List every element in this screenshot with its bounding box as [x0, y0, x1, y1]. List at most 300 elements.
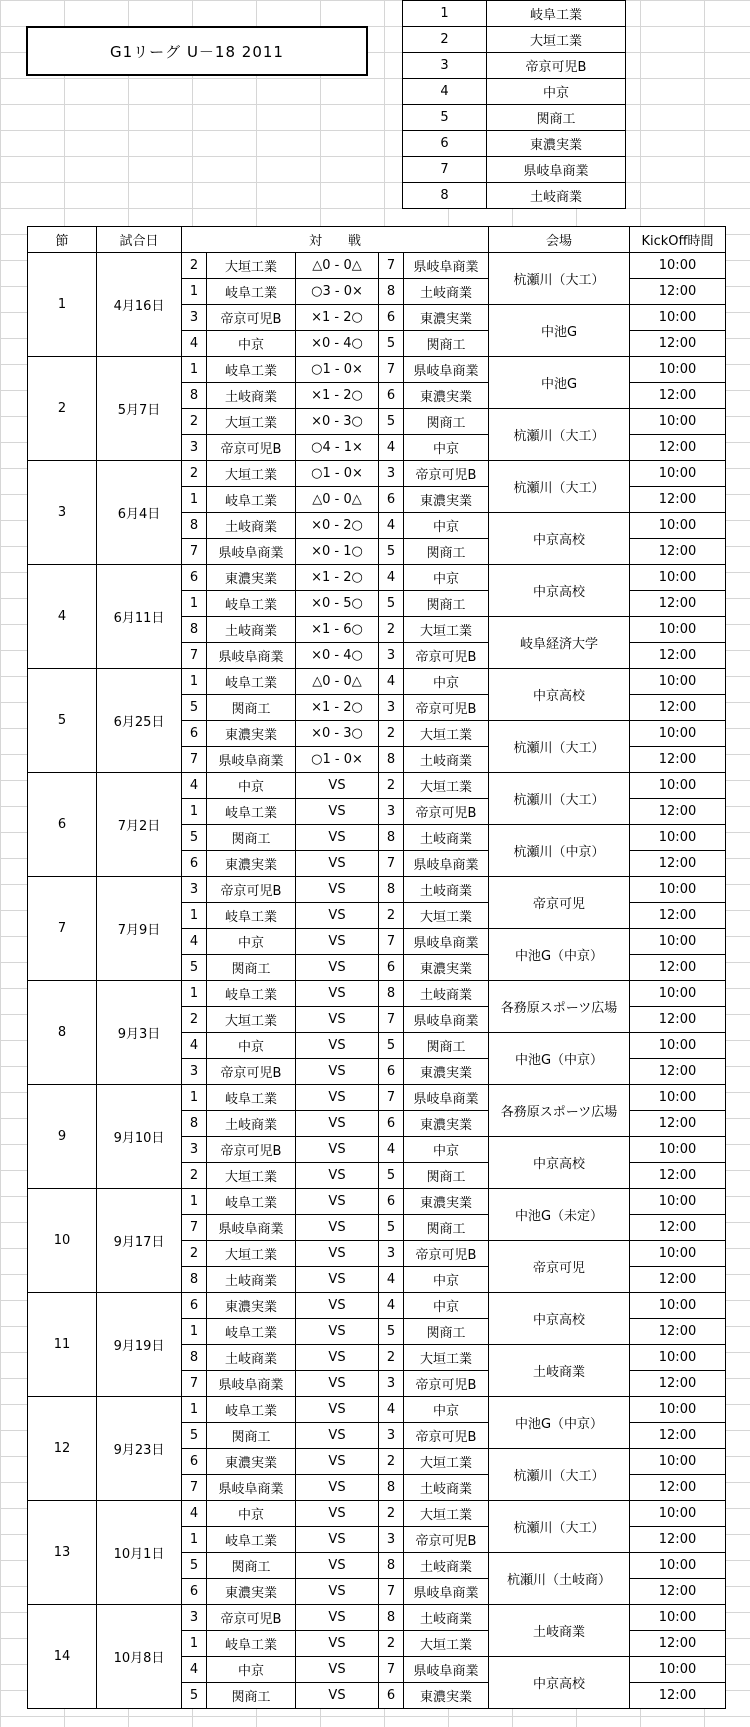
kickoff-time: 10:00 [630, 617, 726, 643]
header-match: 対 戦 [182, 227, 489, 253]
away-team: 土岐商業 [404, 279, 489, 305]
away-team-number: 5 [379, 409, 404, 435]
away-team: 中京 [404, 1293, 489, 1319]
home-team-number: 5 [182, 825, 207, 851]
home-team: 東濃実業 [207, 1293, 296, 1319]
match-score: VS [296, 1163, 379, 1189]
away-team: 県岐阜商業 [404, 253, 489, 279]
away-team: 帝京可児B [404, 799, 489, 825]
match-date: 9月23日 [97, 1397, 182, 1501]
match-score: ○1 - 0× [296, 357, 379, 383]
kickoff-time: 12:00 [630, 1267, 726, 1293]
away-team: 大垣工業 [404, 721, 489, 747]
home-team-number: 8 [182, 617, 207, 643]
home-team: 土岐商業 [207, 513, 296, 539]
home-team: 東濃実業 [207, 1449, 296, 1475]
home-team-number: 8 [182, 513, 207, 539]
match-date: 7月9日 [97, 877, 182, 981]
team-number: 3 [403, 53, 487, 79]
team-number: 7 [403, 157, 487, 183]
home-team: 岐阜工業 [207, 1319, 296, 1345]
home-team: 岐阜工業 [207, 1527, 296, 1553]
away-team-number: 6 [379, 383, 404, 409]
home-team-number: 6 [182, 1579, 207, 1605]
match-row [28, 1501, 726, 1527]
team-name: 大垣工業 [487, 27, 626, 53]
home-team-number: 4 [182, 1657, 207, 1683]
away-team: 土岐商業 [404, 877, 489, 903]
home-team: 大垣工業 [207, 253, 296, 279]
home-team-number: 1 [182, 903, 207, 929]
kickoff-time: 12:00 [630, 1579, 726, 1605]
match-score: ×0 - 5○ [296, 591, 379, 617]
home-team-number: 1 [182, 981, 207, 1007]
match-score: VS [296, 773, 379, 799]
venue: 帝京可児 [489, 877, 630, 929]
home-team-number: 7 [182, 643, 207, 669]
home-team-number: 6 [182, 1293, 207, 1319]
match-score: VS [296, 1293, 379, 1319]
home-team-number: 2 [182, 1163, 207, 1189]
away-team-number: 6 [379, 1683, 404, 1709]
away-team-number: 6 [379, 1111, 404, 1137]
away-team-number: 7 [379, 253, 404, 279]
match-score: VS [296, 1007, 379, 1033]
venue: 中池G（中京） [489, 929, 630, 981]
home-team-number: 4 [182, 773, 207, 799]
match-row [28, 253, 726, 279]
team-row [403, 27, 626, 53]
home-team: 関商工 [207, 1423, 296, 1449]
away-team: 大垣工業 [404, 1449, 489, 1475]
home-team: 岐阜工業 [207, 1085, 296, 1111]
match-row [28, 565, 726, 591]
away-team: 関商工 [404, 331, 489, 357]
match-score: VS [296, 1215, 379, 1241]
away-team-number: 6 [379, 487, 404, 513]
kickoff-time: 12:00 [630, 435, 726, 461]
away-team-number: 2 [379, 1501, 404, 1527]
home-team: 大垣工業 [207, 461, 296, 487]
home-team-number: 6 [182, 1449, 207, 1475]
away-team-number: 3 [379, 799, 404, 825]
home-team-number: 4 [182, 1501, 207, 1527]
home-team-number: 2 [182, 1241, 207, 1267]
home-team: 土岐商業 [207, 1111, 296, 1137]
home-team: 土岐商業 [207, 1267, 296, 1293]
home-team: 土岐商業 [207, 383, 296, 409]
home-team-number: 5 [182, 695, 207, 721]
home-team: 関商工 [207, 1553, 296, 1579]
home-team-number: 5 [182, 1553, 207, 1579]
kickoff-time: 12:00 [630, 1423, 726, 1449]
match-score: ○4 - 1× [296, 435, 379, 461]
home-team: 中京 [207, 331, 296, 357]
home-team: 岐阜工業 [207, 981, 296, 1007]
away-team: 関商工 [404, 539, 489, 565]
home-team: 東濃実業 [207, 851, 296, 877]
kickoff-time: 12:00 [630, 1163, 726, 1189]
away-team: 大垣工業 [404, 903, 489, 929]
match-date: 9月3日 [97, 981, 182, 1085]
round-number: 8 [28, 981, 97, 1085]
home-team-number: 1 [182, 1085, 207, 1111]
home-team-number: 2 [182, 253, 207, 279]
away-team-number: 3 [379, 643, 404, 669]
away-team-number: 8 [379, 877, 404, 903]
away-team-number: 8 [379, 1475, 404, 1501]
away-team-number: 4 [379, 513, 404, 539]
kickoff-time: 10:00 [630, 721, 726, 747]
home-team: 関商工 [207, 1683, 296, 1709]
match-score: VS [296, 929, 379, 955]
venue: 岐阜経済大学 [489, 617, 630, 669]
home-team-number: 1 [182, 669, 207, 695]
home-team-number: 1 [182, 279, 207, 305]
away-team-number: 3 [379, 1423, 404, 1449]
match-score: △0 - 0△ [296, 253, 379, 279]
venue: 杭瀬川（大工） [489, 461, 630, 513]
away-team-number: 4 [379, 435, 404, 461]
venue: 中京高校 [489, 1657, 630, 1709]
home-team: 中京 [207, 773, 296, 799]
match-row [28, 1085, 726, 1111]
match-score: VS [296, 1111, 379, 1137]
venue: 杭瀬川（中京） [489, 825, 630, 877]
home-team-number: 8 [182, 1111, 207, 1137]
team-row [403, 79, 626, 105]
team-number: 5 [403, 105, 487, 131]
away-team: 東濃実業 [404, 1189, 489, 1215]
home-team-number: 5 [182, 955, 207, 981]
away-team-number: 8 [379, 1605, 404, 1631]
away-team-number: 2 [379, 1449, 404, 1475]
kickoff-time: 10:00 [630, 1085, 726, 1111]
home-team: 県岐阜商業 [207, 1215, 296, 1241]
kickoff-time: 10:00 [630, 1293, 726, 1319]
home-team-number: 3 [182, 435, 207, 461]
match-score: VS [296, 1345, 379, 1371]
home-team: 岐阜工業 [207, 1397, 296, 1423]
venue: 帝京可児 [489, 1241, 630, 1293]
round-number: 10 [28, 1189, 97, 1293]
kickoff-time: 12:00 [630, 955, 726, 981]
match-row [28, 1605, 726, 1631]
away-team: 帝京可児B [404, 643, 489, 669]
home-team-number: 7 [182, 747, 207, 773]
away-team-number: 2 [379, 617, 404, 643]
home-team: 帝京可児B [207, 305, 296, 331]
match-score: ×0 - 4○ [296, 643, 379, 669]
kickoff-time: 10:00 [630, 1189, 726, 1215]
kickoff-time: 10:00 [630, 1553, 726, 1579]
kickoff-time: 12:00 [630, 1059, 726, 1085]
round-number: 9 [28, 1085, 97, 1189]
match-row [28, 981, 726, 1007]
schedule-table [27, 226, 726, 1709]
home-team: 岐阜工業 [207, 357, 296, 383]
home-team: 大垣工業 [207, 1241, 296, 1267]
home-team-number: 7 [182, 539, 207, 565]
team-number: 6 [403, 131, 487, 157]
away-team: 中京 [404, 1137, 489, 1163]
venue: 杭瀬川（大工） [489, 773, 630, 825]
home-team: 帝京可児B [207, 435, 296, 461]
away-team-number: 8 [379, 747, 404, 773]
home-team-number: 8 [182, 383, 207, 409]
home-team-number: 6 [182, 851, 207, 877]
away-team-number: 4 [379, 1137, 404, 1163]
kickoff-time: 12:00 [630, 1371, 726, 1397]
away-team-number: 6 [379, 955, 404, 981]
round-number: 2 [28, 357, 97, 461]
venue: 杭瀬川（大工） [489, 409, 630, 461]
team-row [403, 1, 626, 27]
home-team: 中京 [207, 1657, 296, 1683]
away-team: 関商工 [404, 1163, 489, 1189]
home-team: 県岐阜商業 [207, 539, 296, 565]
kickoff-time: 10:00 [630, 773, 726, 799]
away-team: 東濃実業 [404, 487, 489, 513]
venue: 中池G（中京） [489, 1397, 630, 1449]
away-team: 県岐阜商業 [404, 357, 489, 383]
match-score: ×0 - 2○ [296, 513, 379, 539]
home-team: 土岐商業 [207, 617, 296, 643]
kickoff-time: 10:00 [630, 513, 726, 539]
away-team-number: 3 [379, 695, 404, 721]
match-score: ×1 - 6○ [296, 617, 379, 643]
away-team-number: 8 [379, 279, 404, 305]
match-row [28, 669, 726, 695]
away-team: 東濃実業 [404, 1683, 489, 1709]
team-number: 8 [403, 183, 487, 209]
match-score: VS [296, 1631, 379, 1657]
match-score: △0 - 0△ [296, 487, 379, 513]
round-number: 6 [28, 773, 97, 877]
round-number: 7 [28, 877, 97, 981]
away-team-number: 7 [379, 1085, 404, 1111]
away-team-number: 3 [379, 1527, 404, 1553]
match-score: ×1 - 2○ [296, 695, 379, 721]
kickoff-time: 10:00 [630, 357, 726, 383]
home-team-number: 2 [182, 1007, 207, 1033]
team-row [403, 131, 626, 157]
away-team-number: 5 [379, 1319, 404, 1345]
home-team-number: 5 [182, 1423, 207, 1449]
kickoff-time: 12:00 [630, 487, 726, 513]
away-team: 中京 [404, 513, 489, 539]
kickoff-time: 10:00 [630, 1657, 726, 1683]
home-team: 岐阜工業 [207, 591, 296, 617]
header-venue: 会場 [489, 227, 630, 253]
match-date: 6月25日 [97, 669, 182, 773]
kickoff-time: 10:00 [630, 669, 726, 695]
home-team-number: 1 [182, 591, 207, 617]
match-date: 6月4日 [97, 461, 182, 565]
team-list [402, 0, 626, 209]
round-number: 1 [28, 253, 97, 357]
away-team: 東濃実業 [404, 1111, 489, 1137]
away-team-number: 5 [379, 1215, 404, 1241]
match-score: ○1 - 0× [296, 747, 379, 773]
away-team: 大垣工業 [404, 773, 489, 799]
away-team: 土岐商業 [404, 1553, 489, 1579]
match-score: ○1 - 0× [296, 461, 379, 487]
match-score: VS [296, 1189, 379, 1215]
kickoff-time: 12:00 [630, 383, 726, 409]
match-row [28, 877, 726, 903]
kickoff-time: 10:00 [630, 1501, 726, 1527]
venue: 中京高校 [489, 669, 630, 721]
kickoff-time: 12:00 [630, 643, 726, 669]
away-team: 帝京可児B [404, 1423, 489, 1449]
away-team-number: 7 [379, 1007, 404, 1033]
venue: 杭瀬川（大工） [489, 253, 630, 305]
kickoff-time: 10:00 [630, 253, 726, 279]
match-score: VS [296, 981, 379, 1007]
match-score: VS [296, 1657, 379, 1683]
match-score: ×1 - 2○ [296, 565, 379, 591]
team-name: 中京 [487, 79, 626, 105]
away-team: 関商工 [404, 1319, 489, 1345]
away-team-number: 7 [379, 929, 404, 955]
match-score: VS [296, 1683, 379, 1709]
home-team: 県岐阜商業 [207, 1371, 296, 1397]
match-row [28, 773, 726, 799]
home-team: 帝京可児B [207, 1137, 296, 1163]
away-team-number: 7 [379, 357, 404, 383]
away-team: 関商工 [404, 1033, 489, 1059]
match-row [28, 461, 726, 487]
venue: 中京高校 [489, 1293, 630, 1345]
kickoff-time: 12:00 [630, 1007, 726, 1033]
match-score: VS [296, 1475, 379, 1501]
home-team: 帝京可児B [207, 1605, 296, 1631]
away-team: 中京 [404, 1267, 489, 1293]
venue: 各務原スポーツ広場 [489, 1085, 630, 1137]
venue: 杭瀬川（大工） [489, 721, 630, 773]
away-team-number: 6 [379, 1059, 404, 1085]
home-team-number: 7 [182, 1475, 207, 1501]
match-date: 10月1日 [97, 1501, 182, 1605]
away-team-number: 5 [379, 1163, 404, 1189]
home-team-number: 3 [182, 305, 207, 331]
kickoff-time: 12:00 [630, 539, 726, 565]
match-score: VS [296, 1397, 379, 1423]
match-score: VS [296, 1605, 379, 1631]
match-row [28, 357, 726, 383]
match-row [28, 1189, 726, 1215]
away-team-number: 2 [379, 1631, 404, 1657]
team-name: 関商工 [487, 105, 626, 131]
home-team: 東濃実業 [207, 1579, 296, 1605]
home-team: 帝京可児B [207, 877, 296, 903]
home-team: 関商工 [207, 825, 296, 851]
home-team: 岐阜工業 [207, 799, 296, 825]
team-name: 県岐阜商業 [487, 157, 626, 183]
away-team-number: 6 [379, 1189, 404, 1215]
kickoff-time: 12:00 [630, 1527, 726, 1553]
team-row [403, 105, 626, 131]
match-score: VS [296, 1501, 379, 1527]
away-team: 大垣工業 [404, 1501, 489, 1527]
away-team-number: 4 [379, 1267, 404, 1293]
away-team: 大垣工業 [404, 1631, 489, 1657]
home-team-number: 8 [182, 1345, 207, 1371]
kickoff-time: 10:00 [630, 981, 726, 1007]
kickoff-time: 10:00 [630, 825, 726, 851]
away-team: 県岐阜商業 [404, 1007, 489, 1033]
venue: 中京高校 [489, 565, 630, 617]
away-team-number: 4 [379, 1397, 404, 1423]
home-team-number: 6 [182, 565, 207, 591]
away-team: 帝京可児B [404, 1371, 489, 1397]
match-score: VS [296, 877, 379, 903]
away-team-number: 4 [379, 565, 404, 591]
kickoff-time: 12:00 [630, 1475, 726, 1501]
away-team-number: 8 [379, 981, 404, 1007]
header-kickoff: KickOff時間 [630, 227, 726, 253]
venue: 中京高校 [489, 1137, 630, 1189]
match-score: VS [296, 1449, 379, 1475]
home-team-number: 6 [182, 721, 207, 747]
kickoff-time: 10:00 [630, 929, 726, 955]
kickoff-time: 12:00 [630, 1631, 726, 1657]
kickoff-time: 12:00 [630, 747, 726, 773]
away-team: 土岐商業 [404, 981, 489, 1007]
kickoff-time: 10:00 [630, 1137, 726, 1163]
home-team-number: 8 [182, 1267, 207, 1293]
away-team-number: 4 [379, 669, 404, 695]
match-score: VS [296, 1059, 379, 1085]
home-team-number: 3 [182, 877, 207, 903]
home-team-number: 1 [182, 1397, 207, 1423]
away-team-number: 5 [379, 591, 404, 617]
match-score: ○3 - 0× [296, 279, 379, 305]
away-team: 県岐阜商業 [404, 851, 489, 877]
away-team: 県岐阜商業 [404, 1579, 489, 1605]
away-team-number: 3 [379, 461, 404, 487]
round-number: 11 [28, 1293, 97, 1397]
home-team: 大垣工業 [207, 1163, 296, 1189]
home-team-number: 1 [182, 487, 207, 513]
away-team: 中京 [404, 565, 489, 591]
home-team-number: 2 [182, 409, 207, 435]
kickoff-time: 12:00 [630, 851, 726, 877]
match-score: VS [296, 851, 379, 877]
away-team-number: 8 [379, 1553, 404, 1579]
home-team: 岐阜工業 [207, 903, 296, 929]
match-score: VS [296, 825, 379, 851]
home-team: 帝京可児B [207, 1059, 296, 1085]
away-team-number: 4 [379, 1293, 404, 1319]
venue: 中池G [489, 357, 630, 409]
away-team: 東濃実業 [404, 383, 489, 409]
venue: 各務原スポーツ広場 [489, 981, 630, 1033]
home-team-number: 1 [182, 1189, 207, 1215]
team-row [403, 183, 626, 209]
away-team: 土岐商業 [404, 1605, 489, 1631]
match-score: VS [296, 1553, 379, 1579]
away-team: 帝京可児B [404, 695, 489, 721]
team-name: 岐阜工業 [487, 1, 626, 27]
kickoff-time: 10:00 [630, 1449, 726, 1475]
away-team-number: 3 [379, 1371, 404, 1397]
home-team: 関商工 [207, 955, 296, 981]
away-team-number: 7 [379, 1657, 404, 1683]
match-score: VS [296, 955, 379, 981]
away-team: 土岐商業 [404, 825, 489, 851]
